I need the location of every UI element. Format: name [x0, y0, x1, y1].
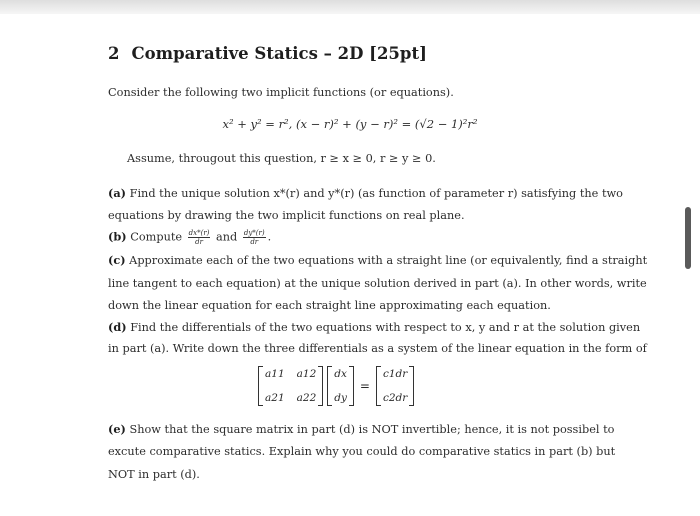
fraction-dy-numerator: dy*(r): [243, 229, 265, 237]
vector-dx: dx: [334, 368, 347, 380]
part-c-label: (c): [108, 253, 126, 267]
assumption-text: Assume, througout this question, r ≥ x ≥ 0, r ≥ y ≥ 0.: [127, 152, 436, 165]
part-b-and: and: [216, 230, 238, 244]
matrix-a12: a12: [296, 368, 317, 380]
intro-text: Consider the following two implicit functions (or equations).: [108, 86, 454, 99]
part-e-label: (e): [108, 422, 126, 436]
part-d-label: (d): [108, 320, 127, 334]
part-c-text1: Approximate each of the two equations with a straight line (or equivalently, find a straight: [129, 254, 648, 267]
section-title: Comparative Statics – 2D [25pt]: [131, 44, 427, 63]
fraction-dx-dr: [188, 229, 211, 246]
constant-vector: [376, 366, 414, 406]
section-heading: [108, 44, 427, 63]
vertical-scrollbar[interactable]: [685, 207, 691, 269]
vector-c1dr: c1dr: [382, 368, 408, 380]
part-b-line: [108, 229, 271, 246]
coefficient-matrix: [258, 366, 323, 406]
part-c-line2: line tangent to each equation) at the unique solution derived in part (a). In other words, write: [108, 277, 647, 290]
vector-dy: dy: [334, 392, 347, 404]
matrix-a21: a21: [265, 392, 285, 404]
fraction-dy-dr: [243, 229, 266, 246]
fraction-dx-denominator: dr: [195, 238, 203, 246]
vector-c2dr: c2dr: [382, 392, 408, 404]
part-b-compute: Compute: [130, 230, 183, 244]
fraction-dx-numerator: dx*(r): [188, 229, 210, 237]
variable-vector: [327, 366, 354, 406]
part-b-label: (b): [108, 229, 127, 244]
part-a-text1: Find the unique solution x*(r) and y*(r) (as function of parameter r) satisfying the two: [129, 187, 623, 200]
part-e-line1: [108, 422, 614, 436]
fraction-dy-denominator: dr: [250, 238, 259, 246]
part-a-label: (a): [108, 186, 127, 200]
part-d-line2: in part (a). Write down the three differentials as a system of the linear equation in the form of: [108, 342, 647, 355]
matrix-a11: a11: [265, 368, 285, 380]
part-d-text1: Find the differentials of the two equations with respect to x, y and r at the solution given: [130, 321, 641, 334]
part-d-line1: [108, 320, 640, 334]
part-a-line1: [108, 186, 623, 200]
section-number: 2: [108, 44, 120, 63]
part-e-text1: Show that the square matrix in part (d) is NOT invertible; hence, it is not possibel to: [129, 423, 615, 436]
part-e-line3: NOT in part (d).: [108, 468, 200, 481]
matrix-equals: =: [359, 379, 370, 393]
part-e-line2: excute comparative statics. Explain why you could do comparative statics in part (b) but: [108, 445, 616, 458]
part-a-line2: equations by drawing the two implicit functions on real plane.: [108, 209, 465, 222]
matrix-equation: [258, 360, 448, 412]
part-c-line3: down the linear equation for each straight line approximating each equation.: [108, 299, 551, 312]
matrix-a22: a22: [296, 392, 317, 404]
part-b-period: .: [267, 230, 272, 244]
part-c-line1: [108, 253, 647, 267]
top-strip: [0, 0, 700, 14]
implicit-equations: x² + y² = r², (x − r)² + (y − r)² = (√2 − 1)²r²: [222, 117, 478, 131]
